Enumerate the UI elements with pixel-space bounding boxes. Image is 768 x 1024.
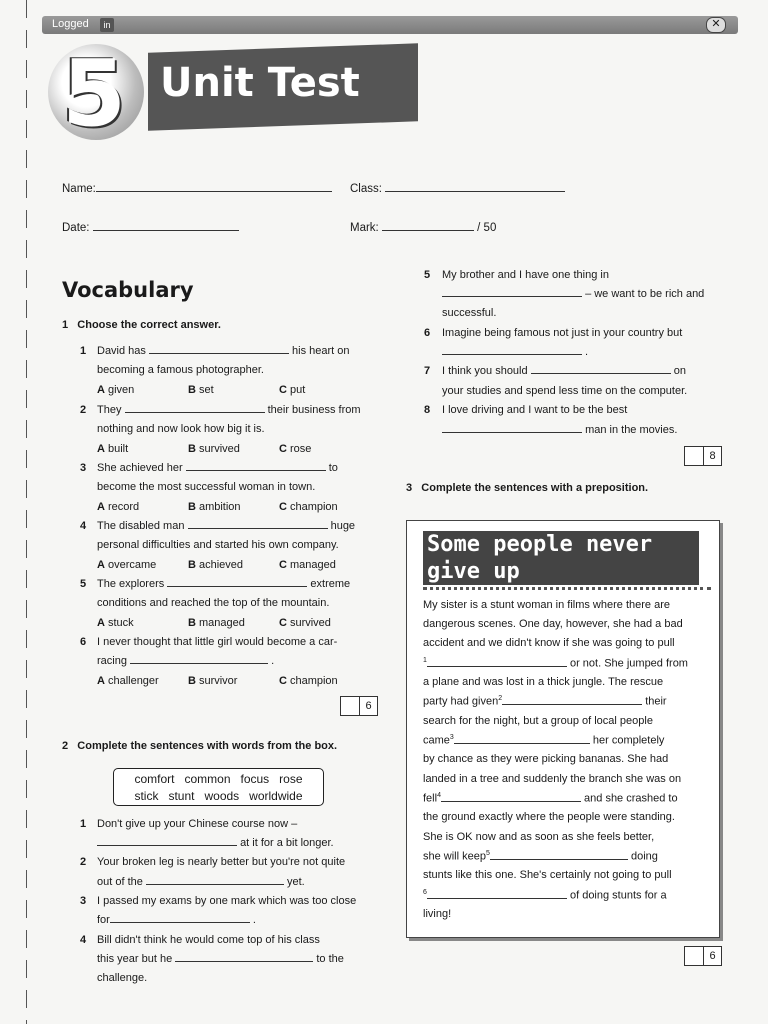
story-line: search for the night, but a group of local people — [423, 715, 653, 727]
story-line: party had given$^2$ their — [423, 695, 667, 708]
option-a: A given — [97, 384, 135, 396]
class-field — [350, 183, 565, 195]
ex2-item-text: – we want to be rich and — [442, 288, 704, 300]
option-a: A challenger — [97, 675, 159, 687]
answer-blank[interactable] — [130, 663, 268, 664]
name-field — [62, 183, 332, 195]
date-label: Date: — [62, 222, 90, 234]
option-a: A stuck — [97, 617, 134, 629]
ex2-item-text: I think you should on — [442, 365, 686, 377]
answer-blank[interactable] — [454, 743, 590, 744]
ex2-item-text: I passed my exams by one mark which was too close — [97, 895, 357, 907]
ex2-item-num: 3 — [80, 895, 87, 907]
class-input[interactable] — [385, 191, 565, 192]
name-input[interactable] — [96, 191, 332, 192]
word-box-row-1: comfort common focus rose — [134, 772, 303, 786]
story-line: dangerous scenes. One day, however, she had a bad — [423, 618, 683, 630]
date-input[interactable] — [93, 230, 239, 231]
date-field — [62, 222, 239, 234]
ex2-instruction — [62, 740, 337, 752]
ex2-number: 2 — [62, 740, 69, 752]
mark-field — [350, 222, 496, 234]
ex2-item-text: Don't give up your Chinese course now – — [97, 818, 298, 830]
ex2-item-text: I love driving and I want to be the best — [442, 404, 628, 416]
story-line: living! — [423, 908, 452, 920]
story-line: accident and we didn't know if she was going to pull — [423, 637, 675, 649]
ex2-item-text: challenge. — [97, 972, 148, 984]
ex1-item-num: 2 — [80, 404, 87, 416]
answer-blank[interactable] — [442, 432, 582, 433]
option-b: B managed — [188, 617, 245, 629]
ex2-item-num: 7 — [424, 365, 431, 377]
answer-blank[interactable] — [146, 884, 284, 885]
ex2-score-box — [684, 446, 722, 466]
story-line: She is OK now and as soon as she feels better, — [423, 831, 655, 843]
story-line: stunts like this one. She's certainly not going to pull — [423, 869, 672, 881]
ex1-item-text: The disabled man huge — [97, 520, 356, 532]
ex2-item-text: . — [442, 346, 588, 358]
story-line: the ground exactly where the people were standing. — [423, 811, 675, 823]
ex1-item-text: nothing and now look how big it is. — [97, 423, 265, 435]
mark-input[interactable] — [382, 230, 474, 231]
ex2-item-text: My brother and I have one thing in — [442, 269, 609, 281]
ex2-item-num: 6 — [424, 327, 431, 339]
close-icon[interactable]: ✕ — [706, 17, 726, 33]
login-icon[interactable]: in — [100, 18, 114, 32]
ex1-instruction — [62, 319, 221, 331]
ex1-item-num: 4 — [80, 520, 87, 532]
answer-blank[interactable] — [167, 586, 307, 587]
ex1-score-box — [340, 696, 378, 716]
ex2-item-num: 8 — [424, 404, 431, 416]
answer-blank[interactable] — [125, 412, 265, 413]
option-a: A record — [97, 501, 140, 513]
ex3-instruction — [406, 482, 648, 494]
ex1-item-num: 1 — [80, 345, 87, 357]
ex1-item-text: personal difficulties and started his own company. — [97, 539, 339, 551]
ex2-item-text: Imagine being famous not just in your country but — [442, 327, 683, 339]
ex1-item-text: conditions and reached the top of the mountain. — [97, 597, 330, 609]
answer-blank[interactable] — [149, 353, 289, 354]
ex2-item-text: out of the yet. — [97, 876, 305, 888]
option-b: B survivor — [188, 675, 238, 687]
answer-blank[interactable] — [441, 801, 581, 802]
answer-blank[interactable] — [175, 961, 313, 962]
option-b: B ambition — [188, 501, 241, 513]
story-line: $^6$ of doing stunts for a — [423, 889, 667, 902]
ex1-score: 6 — [359, 697, 377, 715]
story-line: came$^3$ her completely — [423, 734, 665, 747]
dotted-divider — [423, 587, 711, 590]
option-c: C managed — [279, 559, 336, 571]
ex1-item-text: The explorers extreme — [97, 578, 351, 590]
option-c: C survived — [279, 617, 331, 629]
story-title-line-1: Some people never — [427, 532, 653, 557]
answer-blank[interactable] — [427, 666, 567, 667]
story-line: My sister is a stunt woman in films where there are — [423, 599, 670, 611]
name-label: Name: — [62, 183, 96, 195]
ex1-item-num: 3 — [80, 462, 87, 474]
ex2-item-text: man in the movies. — [442, 424, 677, 436]
ex1-item-text: becoming a famous photographer. — [97, 364, 264, 376]
answer-blank[interactable] — [427, 898, 567, 899]
answer-blank[interactable] — [442, 296, 582, 297]
ex3-score-box — [684, 946, 722, 966]
word-box-row-2: stick stunt woods worldwide — [134, 789, 303, 803]
story-title-line-2: give up — [427, 559, 520, 584]
option-b: B set — [188, 384, 214, 396]
option-c: C put — [279, 384, 306, 396]
ex2-score: 8 — [703, 447, 721, 465]
answer-blank[interactable] — [188, 528, 328, 529]
ex2-item-text: Your broken leg is nearly better but you're not quite — [97, 856, 346, 868]
ex3-score: 6 — [703, 947, 721, 965]
option-b: B achieved — [188, 559, 243, 571]
unit-number: 5 — [62, 40, 127, 147]
answer-blank[interactable] — [531, 373, 671, 374]
mark-label: Mark: — [350, 222, 379, 234]
option-a: A overcame — [97, 559, 157, 571]
ex1-item-text: racing . — [97, 655, 275, 667]
answer-blank[interactable] — [186, 470, 326, 471]
answer-blank[interactable] — [110, 922, 250, 923]
ex2-item-text: at it for a bit longer. — [97, 837, 334, 849]
ex2-item-text: your studies and spend less time on the computer. — [442, 385, 688, 397]
answer-blank[interactable] — [442, 354, 582, 355]
option-a: A built — [97, 443, 129, 455]
ex1-item-text: They their business from — [97, 404, 361, 416]
option-c: C champion — [279, 675, 338, 687]
option-c: C champion — [279, 501, 338, 513]
answer-blank[interactable] — [97, 845, 237, 846]
story-box — [406, 520, 720, 938]
ex2-item-num: 1 — [80, 818, 87, 830]
answer-blank[interactable] — [490, 859, 628, 860]
option-b: B survived — [188, 443, 240, 455]
ex2-instruction-text: Complete the sentences with words from the box. — [77, 740, 338, 752]
logged-label: Logged — [52, 18, 89, 30]
ex1-item-num: 5 — [80, 578, 87, 590]
page-margin-line — [26, 0, 27, 1024]
ex2-item-num: 4 — [80, 934, 87, 946]
option-c: C rose — [279, 443, 312, 455]
ex1-item-text: I never thought that little girl would become a car- — [97, 636, 338, 648]
ex3-instruction-text: Complete the sentences with a preposition. — [421, 482, 649, 494]
ex2-item-text: for . — [97, 914, 256, 926]
ex1-item-text: David has his heart on — [97, 345, 350, 357]
mark-total: / 50 — [477, 222, 497, 234]
answer-blank[interactable] — [502, 704, 642, 705]
page-title: Unit Test — [160, 60, 360, 106]
story-line: fell$^4$ and she crashed to — [423, 792, 678, 805]
top-toolbar — [42, 16, 738, 34]
ex1-instruction-text: Choose the correct answer. — [77, 319, 221, 331]
ex1-number: 1 — [62, 319, 69, 331]
story-line: a plane and was lost in a thick jungle. The rescue — [423, 676, 664, 688]
ex2-item-text: this year but he to the — [97, 953, 344, 965]
class-label: Class: — [350, 183, 382, 195]
ex3-number: 3 — [406, 482, 413, 494]
ex1-item-num: 6 — [80, 636, 87, 648]
ex2-item-text: successful. — [442, 307, 497, 319]
story-line: she will keep$^5$ doing — [423, 850, 658, 863]
ex2-item-text: Bill didn't think he would come top of his class — [97, 934, 320, 946]
ex2-item-num: 5 — [424, 269, 431, 281]
story-title — [423, 531, 699, 585]
story-line: by chance as they were picking bananas. She had — [423, 753, 669, 765]
ex1-item-text: become the most successful woman in town. — [97, 481, 316, 493]
vocabulary-heading: Vocabulary — [62, 278, 194, 302]
word-box — [113, 768, 324, 806]
story-line: landed in a tree and suddenly the branch she was on — [423, 773, 682, 785]
ex1-item-text: She achieved her to — [97, 462, 338, 474]
ex2-item-num: 2 — [80, 856, 87, 868]
story-line: $^1$ or not. She jumped from — [423, 657, 688, 670]
